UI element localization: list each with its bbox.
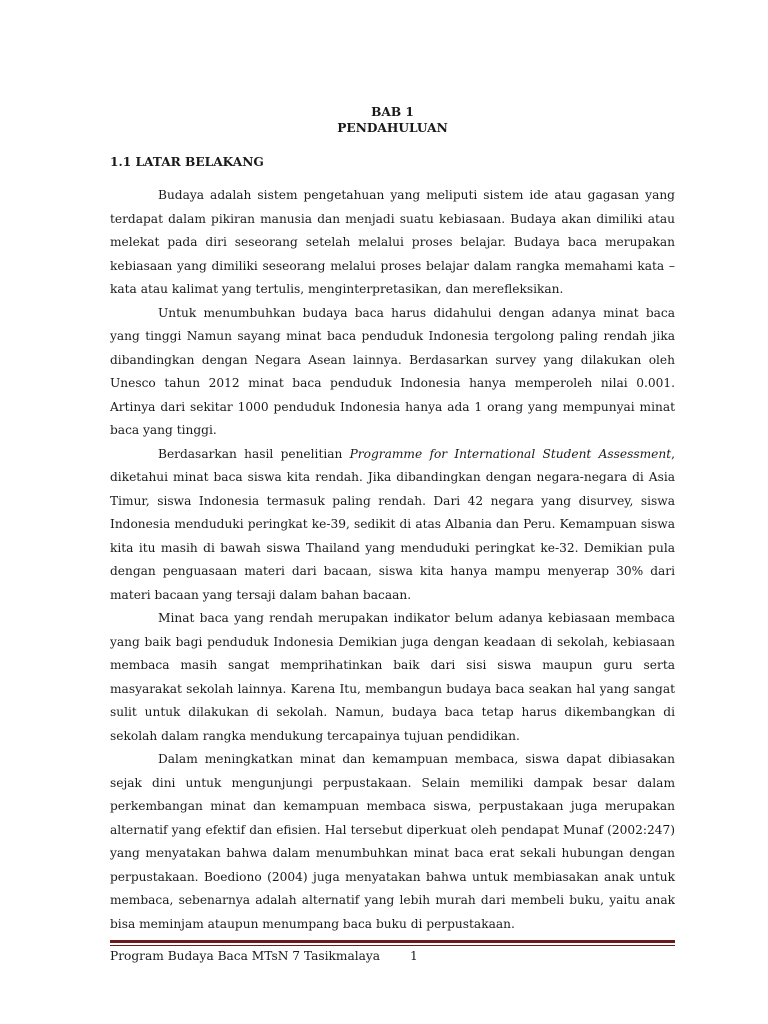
paragraph-5: Dalam meningkatkan minat dan kemampuan membaca, siswa dapat dibiasakan sejak dini untuk mengunjungi perpustakaan. Selain memiliki dampak besar dalam perkembangan minat dan kemampuan membaca siswa, perpustakaan juga merupakan alternatif yang efektif dan efisien. Hal tersebut diperkuat oleh pendapat Munaf (2002:247) yang menyatakan bahwa dalam menumbuhkan minat baca erat sekali hubungan dengan perpustakaan. Boediono (2004) juga menyatakan bahwa untuk membiasakan anak untuk membaca, sebenarnya adalah alternatif yang lebih murah dari membeli buku, yaitu anak bisa meminjam ataupun menumpang baca buku di perpustakaan.: [110, 752, 675, 931]
section-heading: 1.1 LATAR BELAKANG: [110, 155, 264, 169]
chapter-number: BAB 1: [371, 105, 414, 119]
footer-text: Program Budaya Baca MTsN 7 Tasikmalaya: [110, 949, 381, 963]
paragraph-3: [110, 443, 675, 608]
page-number: 1: [410, 949, 418, 963]
page-footer: [110, 948, 418, 964]
paragraph-2: Untuk menumbuhkan budaya baca harus didahului dengan adanya minat baca yang tinggi Namun sayang minat baca penduduk Indonesia tergolong paling rendah jika dibandingkan dengan Negara Asean lainnya. Berdasarkan survey yang dilakukan oleh Unesco tahun 2012 minat baca penduduk Indonesia hanya memperoleh nilai 0.001. Artinya dari sekitar 1000 penduduk Indonesia hanya ada 1 orang yang mempunyai minat baca yang tinggi.: [110, 305, 675, 437]
footer-rule-thin: [110, 945, 675, 946]
paragraph-1: Budaya adalah sistem pengetahuan yang meliputi sistem ide atau gagasan yang terdapat dalam pikiran manusia dan menjadi suatu kebiasaan. Budaya akan dimiliki atau melekat pada diri seseorang setelah melalui proses belajar. Budaya baca merupakan kebiasaan yang dimiliki seseorang melalui proses belajar dalam rangka memahami kata – kata atau kalimat yang tertulis, menginterpretasikan, dan merefleksikan.: [110, 188, 675, 296]
chapter-title: PENDAHULUAN: [337, 121, 448, 135]
paragraph-3-lead: Berdasarkan hasil penelitian: [158, 446, 350, 461]
pisa-title: Programme for International Student Assessment: [349, 446, 672, 461]
document-page: [110, 104, 675, 936]
footer-rule: [110, 940, 675, 946]
paragraph-4: Minat baca yang rendah merupakan indikator belum adanya kebiasaan membaca yang baik bagi penduduk Indonesia Demikian juga dengan keadaan di sekolah, kebiasaan membaca masih sangat memprihatinkan baik dari sisi siswa maupun guru serta masyarakat sekolah lainnya. Karena Itu, membangun budaya baca seakan hal yang sangat sulit untuk dilakukan di sekolah. Namun, budaya baca tetap harus dikembangkan di sekolah dalam rangka mendukung tercapainya tujuan pendidikan.: [110, 611, 675, 743]
paragraph-3-body: , diketahui minat baca siswa kita rendah. Jika dibandingkan dengan negara-negara di Asia Timur, siswa Indonesia termasuk paling rendah. Dari 42 negara yang disurvey, siswa Indonesia menduduki peringkat ke-39, sedikit di atas Albania dan Peru. Kemampuan siswa kita itu masih di bawah siswa Thailand yang menduduki peringkat ke-32. Demikian pula dengan penguasaan materi dari bacaan, siswa kita hanya mampu menyerap 30% dari materi bacaan yang tersaji dalam bahan bacaan.: [110, 446, 675, 602]
